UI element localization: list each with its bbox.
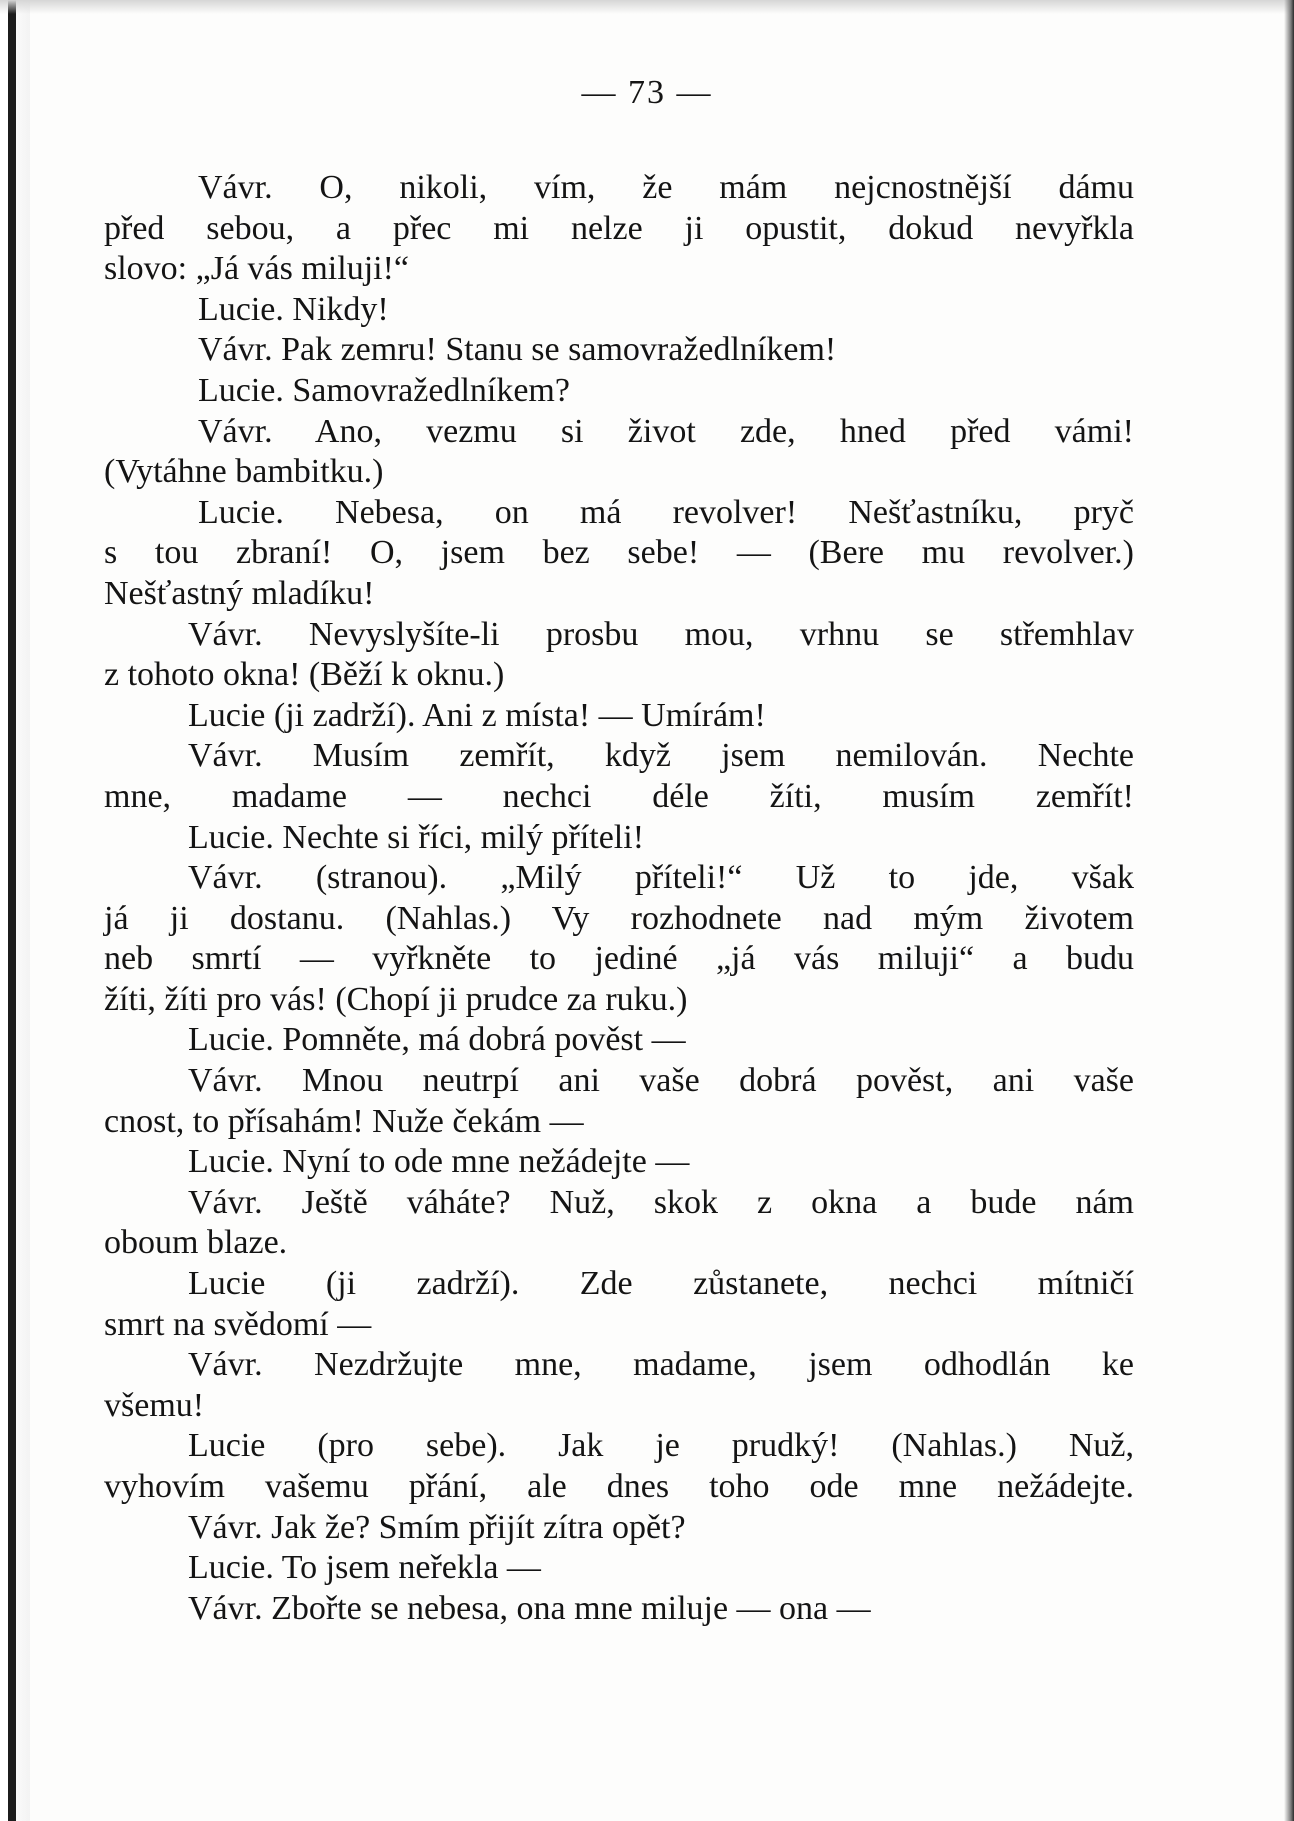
text-line: Vávr. Zbořte se nebesa, ona mne miluje — ona — — [188, 1589, 871, 1627]
text-line: Lucie. Nikdy! — [198, 290, 389, 328]
text-line: Vávr. O, nikoli, vím, že mám nejcnostnější dámu — [198, 169, 1134, 206]
text-line: já ji dostanu. (Nahlas.) Vy rozhodnete nad mým životem — [104, 899, 1134, 937]
text-line: Vávr. (stranou). „Milý příteli!“ Už to jde, však — [188, 859, 1134, 897]
text-line: Lucie (ji zadrží). Ani z místa! — Umírám! — [188, 696, 766, 734]
text-line: Vávr. Nevyslyšíte-li prosbu mou, vrhnu se střemhlav — [188, 615, 1134, 653]
page-number: — 73 — — [581, 74, 713, 111]
text-line: Vávr. Musím zemřít, když jsem nemilován. Nechte — [188, 737, 1134, 775]
text-line: všemu! — [104, 1386, 205, 1424]
text-line: Vávr. Mnou neutrpí ani vaše dobrá pověst, ani vaše — [188, 1062, 1134, 1100]
text-line: před sebou, a přec mi nelze ji opustit, dokud nevyřkla — [104, 209, 1134, 247]
text-line: oboum blaze. — [104, 1224, 288, 1262]
text-line: Lucie. Pomněte, má dobrá pověst — — [188, 1021, 686, 1059]
text-line: Vávr. Ano, vezmu si život zde, hned před vámi! — [198, 412, 1134, 450]
text-line: Lucie. Nyní to ode mne nežádejte — — [188, 1143, 690, 1181]
text-line: žíti, žíti pro vás! (Chopí ji prudce za ruku.) — [104, 980, 688, 1018]
text-line: Lucie (ji zadrží). Zde zůstanete, nechci mítničí — [188, 1265, 1134, 1303]
text-line: Lucie (pro sebe). Jak je prudký! (Nahlas.) Nuž, — [188, 1427, 1134, 1465]
text-line: Vávr. Nezdržujte mne, madame, jsem odhodlán ke — [188, 1346, 1134, 1384]
page-right-edge — [1284, 0, 1294, 1821]
text-line: cnost, to přísahám! Nuže čekám — — [104, 1102, 584, 1140]
text-line: (Vytáhne bambitku.) — [104, 453, 384, 491]
page-top-shadow — [0, 0, 1294, 14]
text-line: z tohoto okna! (Běží k oknu.) — [104, 656, 505, 694]
dialogue-text — [104, 168, 1134, 1629]
text-line: s tou zbraní! O, jsem bez sebe! — (Bere mu revolver.) — [104, 534, 1134, 572]
text-line: Vávr. Ještě váháte? Nuž, skok z okna a bude nám — [188, 1183, 1134, 1221]
text-line: smrt na svědomí — — [104, 1305, 372, 1343]
page-binding-edge — [0, 0, 30, 1821]
text-line: slovo: „Já vás miluji!“ — [104, 250, 410, 288]
text-line: Vávr. Jak že? Smím přijít zítra opět? — [188, 1508, 686, 1546]
text-line: neb smrtí — vyřkněte to jediné „já vás miluji“ a budu — [104, 940, 1134, 978]
text-line: Lucie. Nebesa, on má revolver! Nešťastníku, pryč — [198, 493, 1134, 531]
text-line: Vávr. Pak zemru! Stanu se samovražedlníkem! — [198, 331, 837, 369]
text-line: Nešťastný mladíku! — [104, 574, 375, 612]
text-line: Lucie. Nechte si říci, milý příteli! — [188, 818, 645, 856]
text-line: vyhovím vašemu přání, ale dnes toho ode mne nežádejte. — [104, 1468, 1134, 1505]
text-line: Lucie. Samovražedlníkem? — [198, 371, 570, 409]
text-line: Lucie. To jsem neřekla — — [188, 1549, 541, 1587]
text-line: mne, madame — nechci déle žíti, musím zemřít! — [104, 777, 1134, 815]
